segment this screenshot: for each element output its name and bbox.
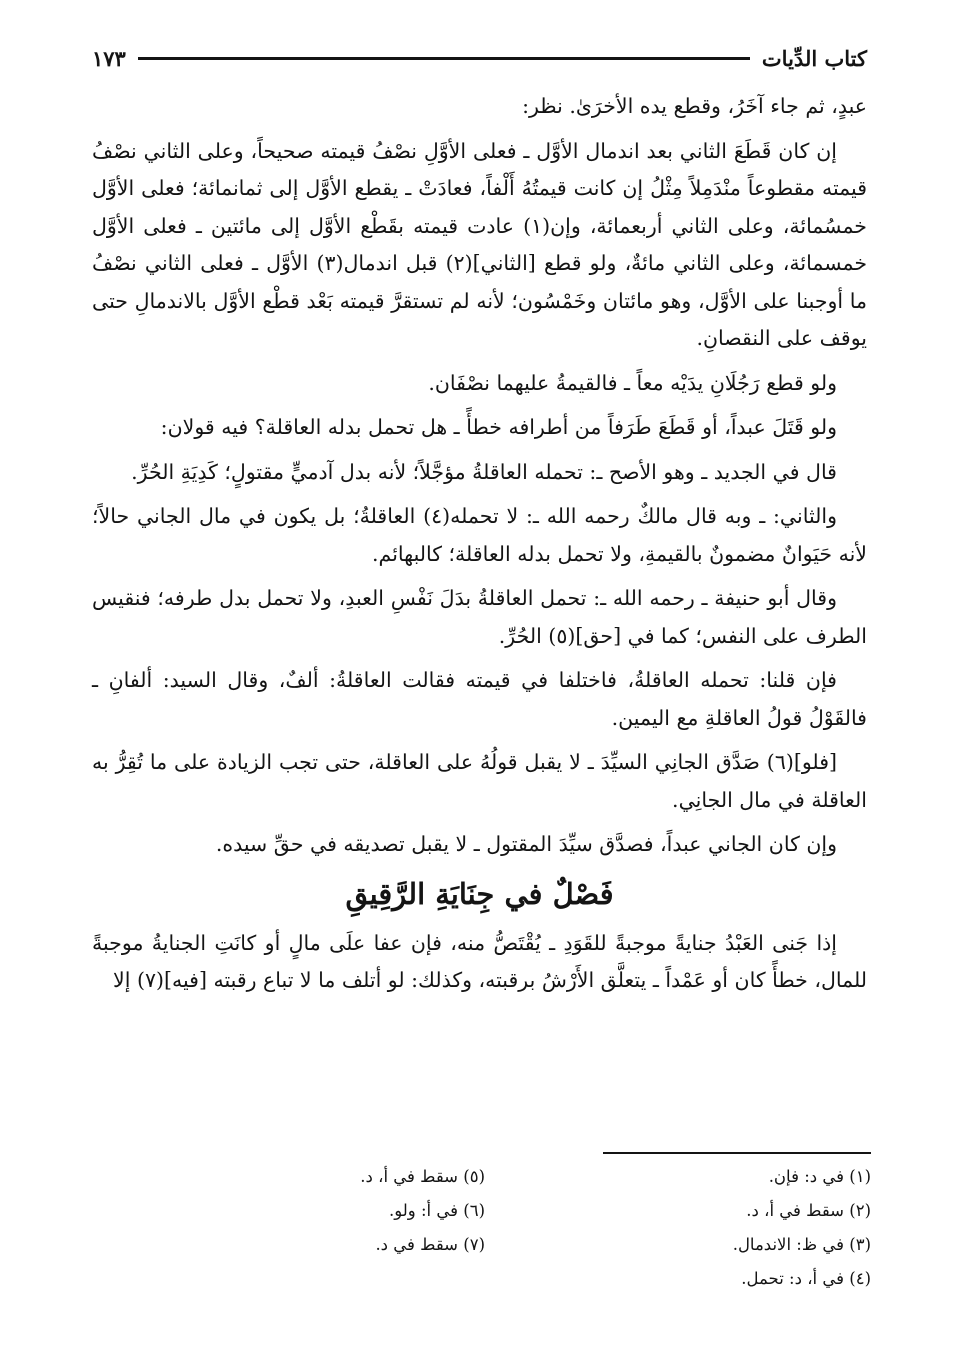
paragraph-continuation: عبدٍ، ثم جاء آخَرُ، وقطع يده الأخرَىٰ. نظر: [522,94,867,118]
paragraph: ولو قطع رَجُلَانِ يدَيْه معاً ـ فالقيمةُ عليهما نصْفَان. [428,370,837,395]
footnote: (٧) سقط في د. [375,1235,485,1254]
footnotes [92,1160,871,1300]
header-rule [138,57,750,60]
paragraph: وإن كان الجاني عبداً، فصدَّق سيِّدَ المقتول ـ لا يقبل تصديقه في حقِّ سيده. [215,832,837,856]
footnote: (٣) في ظ: الاندمال. [732,1235,871,1254]
running-header [92,40,867,76]
footnotes-right-column [541,1160,871,1296]
footnote: (٢) سقط في أ، د. [746,1201,871,1220]
page-number: ١٧٣ [92,45,126,71]
book-title: كتاب الدِّيات [761,45,867,71]
paragraph: [فلو](٦) صَدَّق الجانِي السيِّدَ ـ لا يقبل قولُهُ على العاقلة، حتى تجب الزيادة على ما تُقِرُّ به العاقلة في مال الجانِي. [92,750,867,812]
section-heading: فَصْلٌ في جِنَايَةِ الرَّقِيقِ [345,876,614,911]
main-text [92,88,867,1007]
footnote: (٥) سقط في أ، د. [360,1167,485,1186]
paragraph: إن كان قَطَعَ الثاني بعد اندمال الأوَّل ـ فعلى الأوَّلِ نصْفُ قيمته صحيحاً، وعلى الثاني نصْفُ قيمته مقطوعاً منْدَمِلاً مِثْلُ إن كانت قيمتُهُ أَلْفاً، فعادَتْ ـ يقطع الأوَّل إلى ثمانمائة؛ فعلى الأوَّل خمسُمائة، وعلى الثاني أربعمائة، وإن(١) عادت قيمته بقَطْع الأوَّل إلى مائتين ـ فعلى الأوَّل خمسمائة، وعلى الثاني مائةٌ، ولو قطع [الثاني](٢) قبل اندمال(٣) الأوَّل ـ فعلى الثاني نصْفُ ما أوجبنا على الأوَّل، وهو مائتان وخَمْسُون؛ لأنه لم تستقرَّ قيمته بَعْد قطْع الأوَّل بالاندمالِ حتى يوقف على النقصانِ. [92,138,868,350]
paragraph: ولو قَتَلَ عبداً، أو قَطَعَ طَرَفاً من أطرافه خطأً ـ هل تحمل بدله العاقلة؟ فيه قولان: [160,415,837,439]
paragraph: قال في الجديد ـ وهو الأصح ـ: تحمله العاقلةُ مؤجَّلاً؛ لأنه بدل آدميٍّ مقتولٍ؛ كَدِيَةِ الحُرِّ. [131,459,837,484]
footnote: (١) في د: فإن. [768,1167,871,1186]
footnote: (٦) في أ: ولو. [388,1201,485,1220]
footnote-separator [603,1152,871,1154]
paragraph: والثاني: ـ وبه قال مالكٌ رحمه الله ـ: لا تحمله(٤) العاقلةُ؛ بل يكون في مال الجاني حالاً؛ لأنه حَيَوانٌ مضمونٌ بالقيمةِ، ولا تحمل بدله العاقلة؛ كالبهائم. [92,504,867,566]
section-paragraph: إذا جَنى العَبْدُ جنايةً موجبةً للقَوَدِ ـ يُقْتَصُّ منه، فإن عفا علَى مالٍ أو كانَتِ الجنايةُ موجبةً للمال، خطأً كان أو عَمْداً ـ يتعلَّق الأَرْشُ برقبته، وكذلك: لو أتلف ما لا تباع رقبته [فيه](٧) إلا [92,930,867,992]
footnotes-left-column [155,1160,485,1262]
paragraph: وقال أبو حنيفة ـ رحمه الله ـ: تحمل العاقلةُ بدَلَ نَفْسِ العبدِ، ولا تحمل بدل طرفه؛ فنقيس الطرف على النفس؛ كما في [حق](٥) الحُرِّ. [92,586,867,648]
footnote: (٤) في أ، د: تحمل. [741,1269,871,1288]
paragraph: فإن قلنا: تحمله العاقلةُ، فاختلفا في قيمته فقالت العاقلةُ: ألفٌ، وقال السيد: ألفانِ ـ فالقَوْلُ قولُ العاقلةِ مع اليمين. [92,668,867,730]
